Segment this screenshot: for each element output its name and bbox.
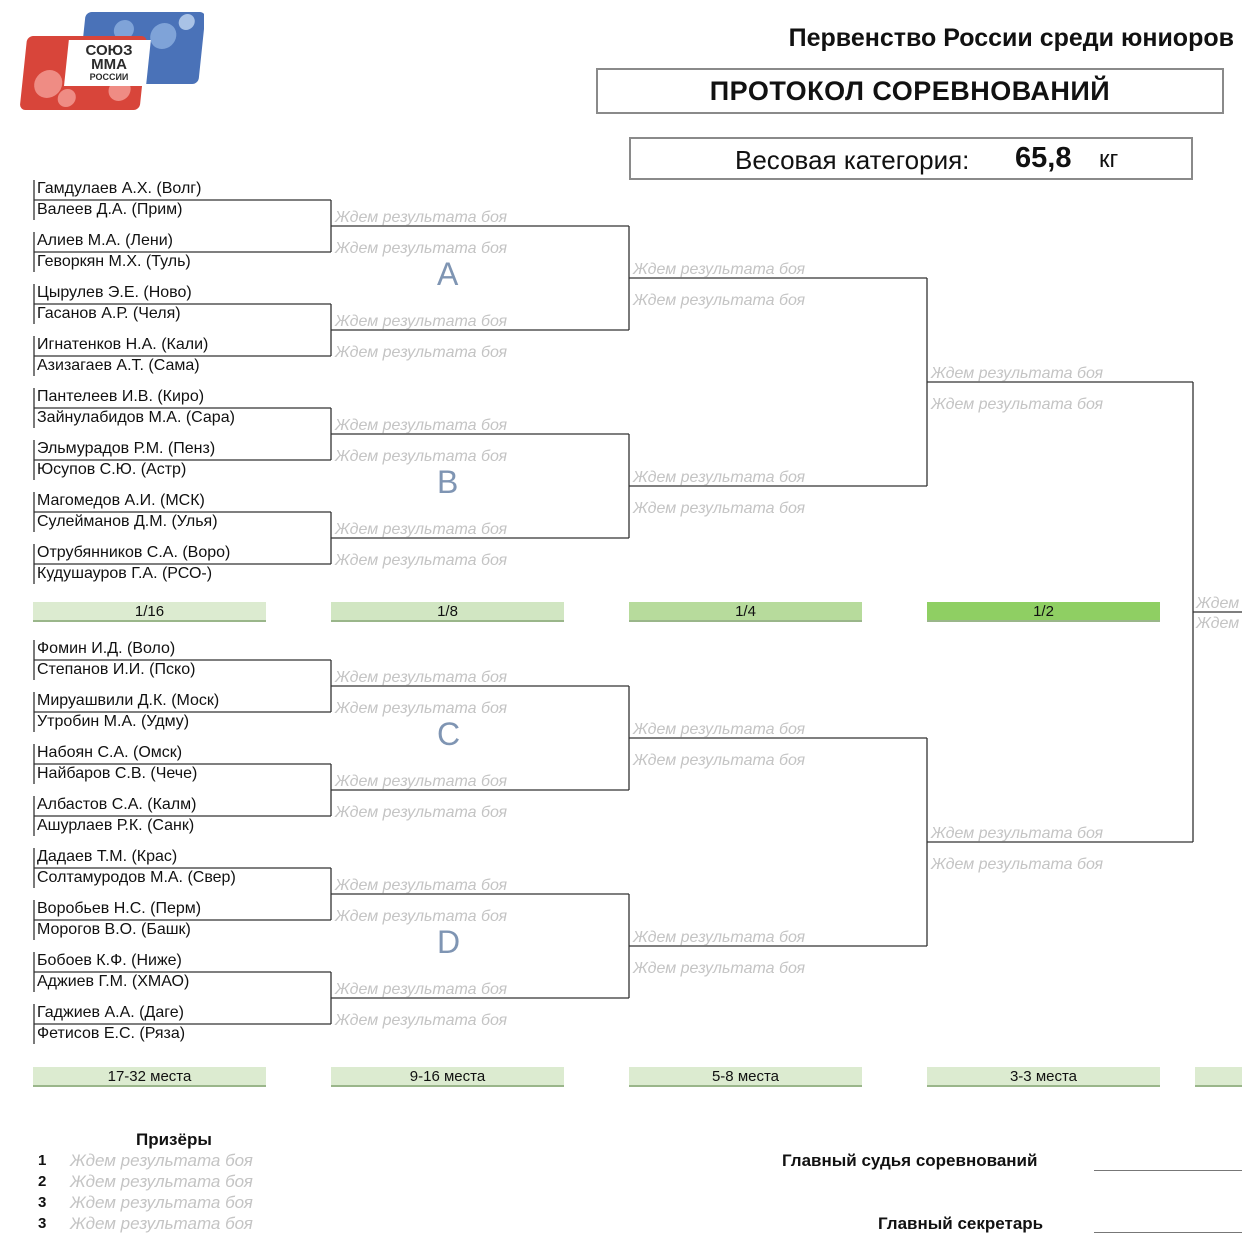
round2-winner-slot: Ждем результата боя	[335, 908, 508, 925]
fighter-name: Магомедов А.И. (МСК)	[37, 492, 205, 509]
prize-winner-name: Ждем результата боя	[70, 1151, 253, 1170]
chief-judge-signature-line	[1094, 1170, 1242, 1171]
round3-winner-slot: Ждем результата боя	[633, 960, 806, 977]
round2-winner-slot: Ждем результата боя	[335, 669, 508, 686]
prize-place-number: 2	[38, 1173, 47, 1190]
round2-winner-slot: Ждем результата боя	[335, 313, 508, 330]
prize-place-number: 1	[38, 1152, 47, 1169]
fighter-name: Солтамуродов М.А. (Свер)	[37, 869, 236, 886]
fighter-name: Валеев Д.А. (Прим)	[37, 201, 183, 218]
round3-winner-slot: Ждем результата боя	[633, 261, 806, 278]
semifinal-winner-slot: Ждем результата боя	[931, 365, 1104, 382]
fighter-name: Юсупов С.Ю. (Астр)	[37, 461, 187, 478]
svg-text:ММА: ММА	[91, 56, 127, 73]
fighter-name: Аджиев Г.М. (ХМАО)	[37, 973, 190, 990]
fighter-name: Геворкян М.Х. (Туль)	[37, 253, 191, 270]
group-letter: D	[437, 924, 461, 960]
fighter-name: Кудушауров Г.А. (РСО-)	[37, 565, 213, 582]
round3-winner-slot: Ждем результата боя	[633, 469, 806, 486]
fighter-name: Степанов И.И. (Пско)	[37, 661, 196, 678]
svg-text:РОССИИ: РОССИИ	[89, 72, 129, 82]
fighter-name: Алиев М.А. (Лени)	[37, 232, 173, 249]
place-label: 9-16 места	[331, 1067, 564, 1087]
fighter-name: Эльмурадов Р.М. (Пенз)	[37, 440, 216, 457]
prize-place-number: 3	[38, 1215, 47, 1232]
round3-winner-slot: Ждем результата боя	[633, 500, 806, 517]
round3-winner-slot: Ждем результата боя	[633, 292, 806, 309]
fighter-name: Зайнулабидов М.А. (Сара)	[37, 409, 235, 426]
round2-winner-slot: Ждем результата боя	[335, 209, 508, 226]
round3-winner-slot: Ждем результата боя	[633, 929, 806, 946]
fighter-name: Мируашвили Д.К. (Моск)	[37, 692, 220, 709]
semifinal-winner-slot: Ждем результата боя	[931, 825, 1104, 842]
fighter-name: Сулейманов Д.М. (Улья)	[37, 513, 218, 530]
round2-winner-slot: Ждем результата боя	[335, 448, 508, 465]
chief-secretary-signature-line	[1094, 1232, 1242, 1233]
place-label: 3-3 места	[927, 1067, 1160, 1087]
fighter-name: Азизагаев А.Т. (Сама)	[37, 357, 200, 374]
stage-label: 1/8	[331, 602, 564, 622]
fighter-name: Албастов С.А. (Калм)	[37, 796, 197, 813]
fighter-name: Утробин М.А. (Удму)	[37, 713, 190, 730]
round2-winner-slot: Ждем результата боя	[335, 773, 508, 790]
stage-label: 1/2	[927, 602, 1160, 622]
round2-winner-slot: Ждем результата боя	[335, 344, 508, 361]
weight-value: 65,8	[1015, 142, 1072, 174]
round2-winner-slot: Ждем результата боя	[335, 417, 508, 434]
round3-winner-slot: Ждем результата боя	[633, 752, 806, 769]
fighter-name: Дадаев Т.М. (Крас)	[37, 848, 178, 865]
fighter-name: Ашурлаев Р.К. (Санк)	[37, 817, 195, 834]
round2-winner-slot: Ждем результата боя	[335, 552, 508, 569]
fighter-name: Морогов В.О. (Башк)	[37, 921, 191, 938]
stage-label: 1/4	[629, 602, 862, 622]
svg-text:СОЮЗ: СОЮЗ	[85, 42, 133, 59]
round2-winner-slot: Ждем результата боя	[335, 240, 508, 257]
place-label-extra	[1195, 1067, 1242, 1087]
prize-winner-name: Ждем результата боя	[70, 1214, 253, 1233]
weight-label: Весовая категория:	[735, 145, 970, 175]
round2-winner-slot: Ждем результата боя	[335, 981, 508, 998]
prizes-title: Призёры	[136, 1130, 212, 1149]
stage-label: 1/16	[33, 602, 266, 622]
round2-winner-slot: Ждем результата боя	[335, 521, 508, 538]
chief-secretary-label: Главный секретарь	[878, 1214, 1044, 1233]
fighter-name: Найбаров С.В. (Чече)	[37, 765, 198, 782]
weight-unit: кг	[1099, 146, 1119, 173]
fighter-name: Цырулев Э.Е. (Ново)	[37, 284, 192, 301]
semifinal-winner-slot: Ждем результата боя	[931, 396, 1104, 413]
final-winner-slot: Ждем	[1196, 595, 1240, 612]
round2-winner-slot: Ждем результата боя	[335, 877, 508, 894]
prize-place-number: 3	[38, 1194, 47, 1211]
round2-winner-slot: Ждем результата боя	[335, 1012, 508, 1029]
fighter-name: Отрубянников С.А. (Воро)	[37, 544, 231, 561]
group-letter: A	[437, 256, 459, 292]
round2-winner-slot: Ждем результата боя	[335, 700, 508, 717]
fighter-name: Гасанов А.Р. (Челя)	[37, 305, 181, 322]
group-letter: B	[437, 464, 459, 500]
group-letter: C	[437, 716, 461, 752]
prize-winner-name: Ждем результата боя	[70, 1193, 253, 1212]
prize-winner-name: Ждем результата боя	[70, 1172, 253, 1191]
fighter-name: Воробьев Н.С. (Перм)	[37, 900, 202, 917]
fighter-name: Бобоев К.Ф. (Ниже)	[37, 952, 182, 969]
fighter-name: Гамдулаев А.Х. (Волг)	[37, 180, 202, 197]
fighter-name: Фомин И.Д. (Воло)	[37, 640, 176, 657]
semifinal-winner-slot: Ждем результата боя	[931, 856, 1104, 873]
round3-winner-slot: Ждем результата боя	[633, 721, 806, 738]
fighter-name: Фетисов Е.С. (Ряза)	[37, 1025, 186, 1042]
place-label: 5-8 места	[629, 1067, 862, 1087]
fighter-name: Пантелеев И.В. (Киро)	[37, 388, 205, 405]
fighter-name: Набоян С.А. (Омск)	[37, 744, 183, 761]
fighter-name: Игнатенков Н.А. (Кали)	[37, 336, 209, 353]
protocol-title: ПРОТОКОЛ СОРЕВНОВАНИЙ	[709, 75, 1111, 106]
final-winner-slot: Ждем	[1196, 615, 1240, 632]
round2-winner-slot: Ждем результата боя	[335, 804, 508, 821]
fighter-name: Гаджиев А.А. (Даге)	[37, 1004, 184, 1021]
page-title: Первенство России среди юниоров	[788, 24, 1234, 52]
place-label: 17-32 места	[33, 1067, 266, 1087]
chief-judge-label: Главный судья соревнований	[782, 1151, 1038, 1170]
